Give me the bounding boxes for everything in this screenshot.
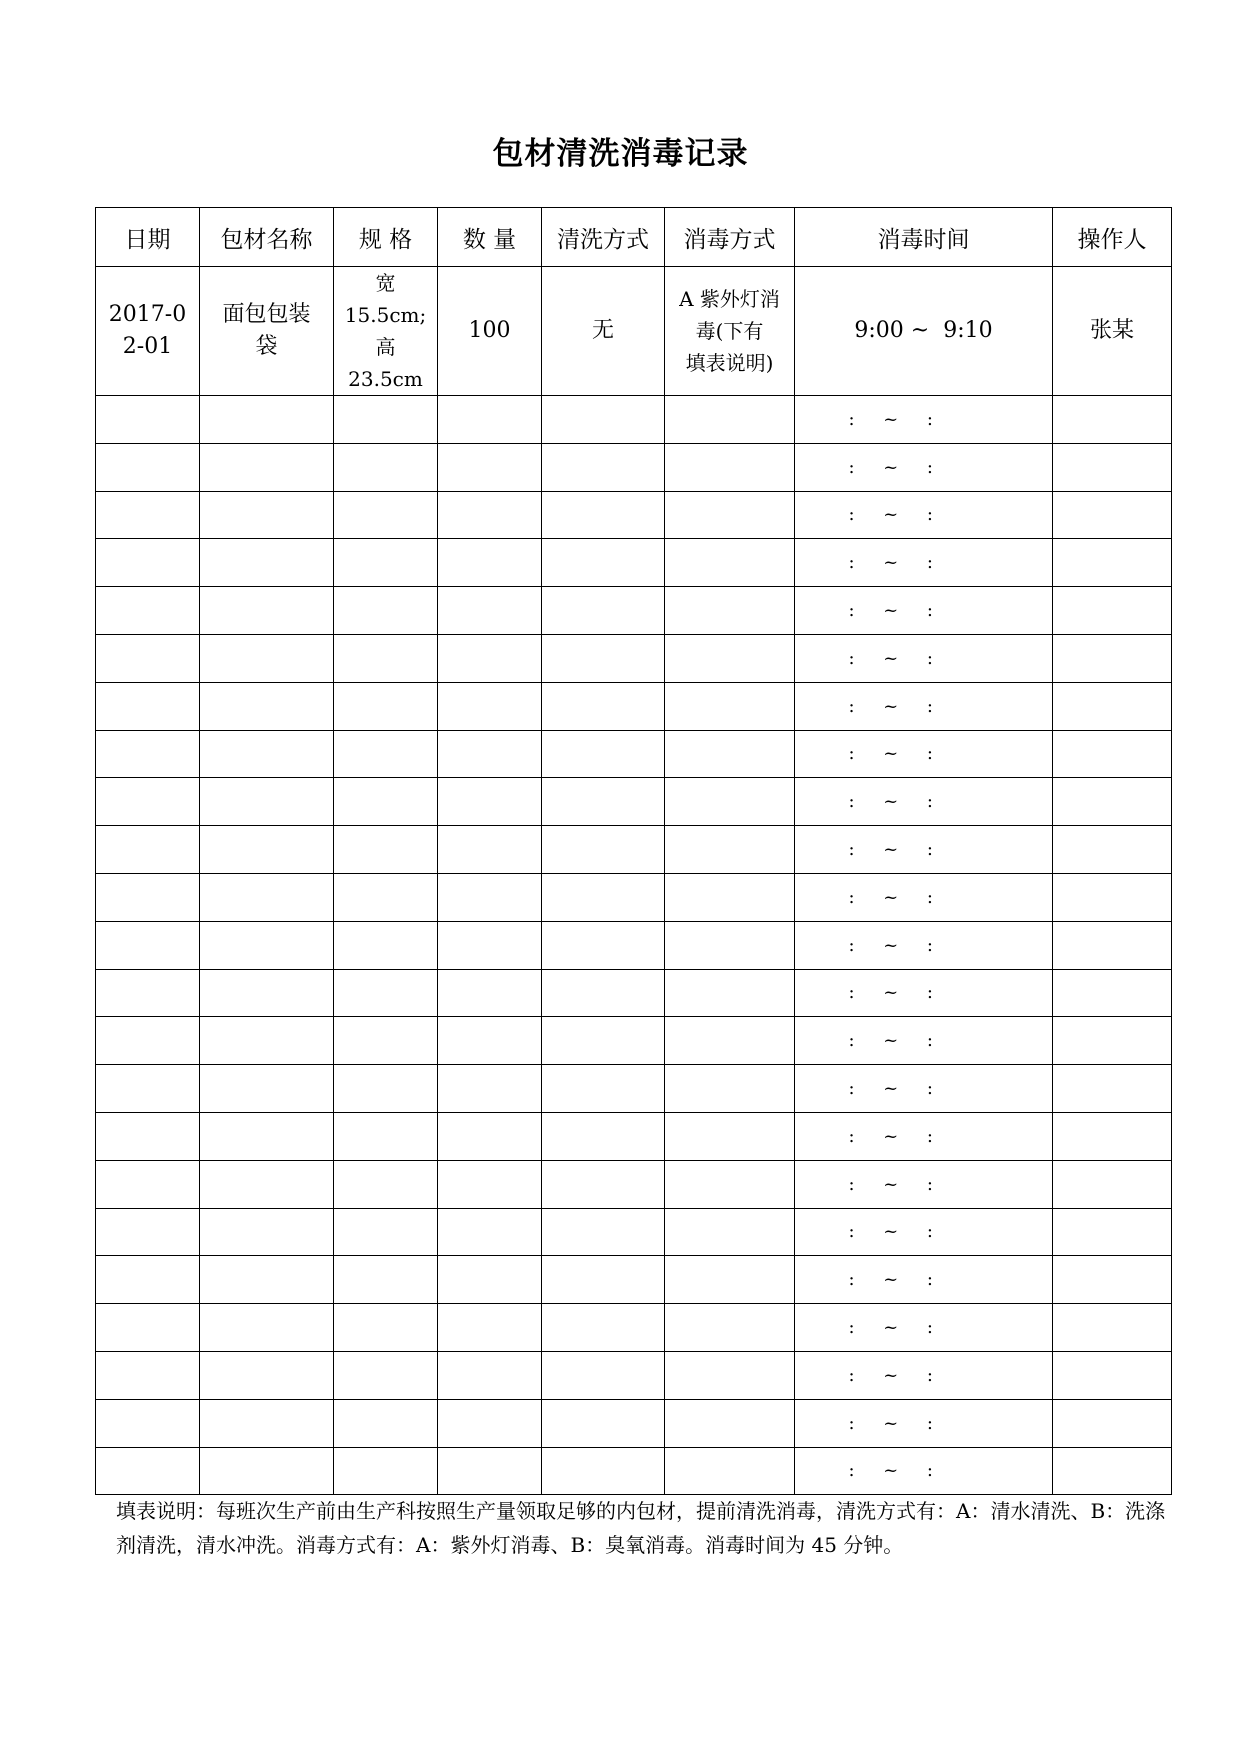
cell-spec[interactable] (334, 1160, 438, 1208)
cell-quantity[interactable] (438, 396, 542, 444)
cell-date[interactable] (96, 1017, 200, 1065)
cell-operator[interactable] (1053, 826, 1172, 874)
table-row (96, 969, 1172, 1017)
cell-disinfect-method[interactable] (665, 969, 795, 1017)
cell-material-name[interactable] (200, 1065, 334, 1113)
cell-quantity[interactable] (438, 873, 542, 921)
table-row (96, 873, 1172, 921)
cell-quantity[interactable] (438, 634, 542, 682)
cell-date[interactable] (96, 491, 200, 539)
cell-quantity[interactable] (438, 1256, 542, 1304)
cell-operator[interactable] (1053, 1160, 1172, 1208)
cell-operator[interactable] (1053, 682, 1172, 730)
cell-material-name[interactable] (200, 1399, 334, 1447)
table-row (96, 1208, 1172, 1256)
cell-quantity[interactable] (438, 1208, 542, 1256)
cell-wash-method[interactable] (542, 969, 665, 1017)
time-placeholder: : ~ : (848, 695, 933, 717)
table-row (96, 1065, 1172, 1113)
cell-quantity[interactable] (438, 921, 542, 969)
cell-wash-method[interactable] (542, 778, 665, 826)
cell-disinfect-time[interactable] (795, 539, 1053, 587)
cell-disinfect-method[interactable]: A 紫外灯消 毒(下有 填表说明) (665, 267, 795, 396)
cell-material-name[interactable] (200, 778, 334, 826)
cell-date[interactable] (96, 587, 200, 635)
cell-date[interactable] (96, 1351, 200, 1399)
cell-disinfect-time[interactable] (795, 682, 1053, 730)
cell-disinfect-time[interactable] (795, 826, 1053, 874)
cell-material-name[interactable] (200, 873, 334, 921)
cell-spec[interactable] (334, 921, 438, 969)
time-placeholder: : ~ : (848, 982, 933, 1004)
cell-operator[interactable]: 张某 (1053, 267, 1172, 396)
table-row (96, 443, 1172, 491)
cell-operator[interactable] (1053, 1399, 1172, 1447)
cell-wash-method[interactable]: 无 (542, 267, 665, 396)
cell-material-name[interactable] (200, 826, 334, 874)
cell-date[interactable] (96, 778, 200, 826)
cell-disinfect-time[interactable] (795, 267, 1053, 396)
cell-spec[interactable] (334, 1256, 438, 1304)
table-row (96, 1351, 1172, 1399)
cell-disinfect-method[interactable] (665, 1256, 795, 1304)
cell-operator[interactable] (1053, 730, 1172, 778)
cell-disinfect-method[interactable] (665, 778, 795, 826)
table-row (96, 587, 1172, 635)
cell-disinfect-method[interactable] (665, 1304, 795, 1352)
cell-disinfect-method[interactable] (665, 1447, 795, 1495)
cell-disinfect-time[interactable] (795, 491, 1053, 539)
cell-material-name[interactable]: 面包包装 袋 (200, 267, 334, 396)
cell-disinfect-method[interactable] (665, 396, 795, 444)
cell-material-name[interactable] (200, 1351, 334, 1399)
time-placeholder: : ~ : (848, 1269, 933, 1291)
cell-quantity[interactable] (438, 443, 542, 491)
cell-spec[interactable] (334, 1304, 438, 1352)
cell-wash-method[interactable] (542, 587, 665, 635)
cell-operator[interactable] (1053, 1447, 1172, 1495)
cell-wash-method[interactable] (542, 1256, 665, 1304)
cell-disinfect-method[interactable] (665, 682, 795, 730)
cell-material-name[interactable] (200, 1160, 334, 1208)
cell-spec[interactable] (334, 587, 438, 635)
time-placeholder: : ~ : (848, 1364, 933, 1386)
table-row (96, 1447, 1172, 1495)
cell-material-name[interactable] (200, 539, 334, 587)
cell-material-name[interactable] (200, 587, 334, 635)
cell-disinfect-time[interactable] (795, 1208, 1053, 1256)
cell-quantity[interactable] (438, 1065, 542, 1113)
time-placeholder: : ~ : (848, 1030, 933, 1052)
time-placeholder: : ~ : (848, 839, 933, 861)
table-row (96, 491, 1172, 539)
cell-material-name[interactable] (200, 1112, 334, 1160)
cell-operator[interactable] (1053, 1065, 1172, 1113)
time-placeholder: : ~ : (848, 886, 933, 908)
cell-wash-method[interactable] (542, 491, 665, 539)
cell-wash-method[interactable] (542, 396, 665, 444)
cell-disinfect-time[interactable] (795, 1112, 1053, 1160)
time-placeholder: : ~ : (848, 552, 933, 574)
time-placeholder: : ~ : (848, 1317, 933, 1339)
cell-wash-method[interactable] (542, 1447, 665, 1495)
header-disinfect-time: 消毒时间 (795, 208, 1053, 267)
time-placeholder: : ~ : (848, 1173, 933, 1195)
cell-spec[interactable] (334, 1208, 438, 1256)
cell-date[interactable] (96, 396, 200, 444)
table-row (96, 778, 1172, 826)
cell-operator[interactable] (1053, 1304, 1172, 1352)
cell-disinfect-time[interactable] (795, 587, 1053, 635)
cell-disinfect-time[interactable] (795, 873, 1053, 921)
cell-disinfect-time[interactable] (795, 1160, 1053, 1208)
cell-wash-method[interactable] (542, 1399, 665, 1447)
cell-disinfect-method[interactable] (665, 1351, 795, 1399)
cell-quantity[interactable] (438, 730, 542, 778)
time-value: 9:00 ~ 9:10 (854, 318, 993, 343)
cell-disinfect-time[interactable] (795, 921, 1053, 969)
cell-disinfect-method[interactable] (665, 826, 795, 874)
cell-disinfect-time[interactable] (795, 443, 1053, 491)
cell-disinfect-time[interactable] (795, 730, 1053, 778)
time-placeholder: : ~ : (848, 1221, 933, 1243)
table-row (96, 267, 1172, 396)
table-row (96, 539, 1172, 587)
cell-date[interactable] (96, 969, 200, 1017)
time-placeholder: : ~ : (848, 743, 933, 765)
cell-disinfect-method[interactable] (665, 587, 795, 635)
cell-operator[interactable] (1053, 969, 1172, 1017)
cell-disinfect-method[interactable] (665, 1065, 795, 1113)
cell-material-name[interactable] (200, 491, 334, 539)
cell-disinfect-time[interactable] (795, 1399, 1053, 1447)
cell-operator[interactable] (1053, 778, 1172, 826)
cell-disinfect-method[interactable] (665, 491, 795, 539)
cell-disinfect-time[interactable] (795, 634, 1053, 682)
cell-wash-method[interactable] (542, 682, 665, 730)
cell-disinfect-method[interactable] (665, 1017, 795, 1065)
table-row (96, 1304, 1172, 1352)
cell-spec[interactable] (334, 396, 438, 444)
cell-date[interactable] (96, 873, 200, 921)
table-row (96, 634, 1172, 682)
cell-date[interactable] (96, 1447, 200, 1495)
cell-quantity[interactable] (438, 969, 542, 1017)
header-operator: 操作人 (1053, 208, 1172, 267)
cell-quantity[interactable] (438, 682, 542, 730)
cell-disinfect-time[interactable] (795, 1304, 1053, 1352)
cell-date[interactable] (96, 1399, 200, 1447)
cell-spec[interactable] (334, 443, 438, 491)
cell-quantity[interactable] (438, 1017, 542, 1065)
cell-date[interactable] (96, 539, 200, 587)
header-spec: 规 格 (334, 208, 438, 267)
header-row (96, 208, 1172, 267)
cell-disinfect-time[interactable] (795, 396, 1053, 444)
cell-quantity[interactable] (438, 491, 542, 539)
cell-disinfect-method[interactable] (665, 1160, 795, 1208)
cell-spec[interactable] (334, 539, 438, 587)
cell-operator[interactable] (1053, 1351, 1172, 1399)
cell-spec[interactable] (334, 1447, 438, 1495)
cell-quantity[interactable] (438, 1399, 542, 1447)
cell-wash-method[interactable] (542, 1160, 665, 1208)
cell-material-name[interactable] (200, 1208, 334, 1256)
cell-disinfect-time[interactable] (795, 1351, 1053, 1399)
cell-operator[interactable] (1053, 1017, 1172, 1065)
cell-wash-method[interactable] (542, 1208, 665, 1256)
record-table (95, 207, 1172, 1495)
cell-disinfect-time[interactable] (795, 969, 1053, 1017)
cell-spec[interactable] (334, 682, 438, 730)
cell-material-name[interactable] (200, 921, 334, 969)
cell-disinfect-method[interactable] (665, 921, 795, 969)
cell-disinfect-method[interactable] (665, 539, 795, 587)
cell-date[interactable] (96, 634, 200, 682)
cell-operator[interactable] (1053, 539, 1172, 587)
cell-spec[interactable] (334, 778, 438, 826)
cell-wash-method[interactable] (542, 634, 665, 682)
table-row (96, 682, 1172, 730)
cell-disinfect-method[interactable] (665, 730, 795, 778)
cell-spec[interactable] (334, 1112, 438, 1160)
cell-operator[interactable] (1053, 1208, 1172, 1256)
cell-disinfect-time[interactable] (795, 1256, 1053, 1304)
cell-disinfect-method[interactable] (665, 634, 795, 682)
cell-date[interactable] (96, 1065, 200, 1113)
cell-wash-method[interactable] (542, 1065, 665, 1113)
cell-quantity[interactable] (438, 1112, 542, 1160)
time-placeholder: : ~ : (848, 1412, 933, 1434)
cell-disinfect-method[interactable] (665, 1399, 795, 1447)
cell-date[interactable] (96, 1112, 200, 1160)
cell-date[interactable] (96, 1208, 200, 1256)
cell-material-name[interactable] (200, 730, 334, 778)
cell-date[interactable] (96, 826, 200, 874)
cell-date[interactable] (96, 1304, 200, 1352)
cell-wash-method[interactable] (542, 1351, 665, 1399)
time-placeholder: : ~ : (848, 1125, 933, 1147)
time-placeholder: : ~ : (848, 504, 933, 526)
cell-material-name[interactable] (200, 1017, 334, 1065)
cell-date[interactable] (96, 682, 200, 730)
header-wash-method: 清洗方式 (542, 208, 665, 267)
cell-wash-method[interactable] (542, 921, 665, 969)
table-row (96, 1160, 1172, 1208)
cell-material-name[interactable] (200, 969, 334, 1017)
cell-quantity[interactable] (438, 587, 542, 635)
cell-spec[interactable] (334, 730, 438, 778)
cell-spec[interactable] (334, 1351, 438, 1399)
cell-disinfect-time[interactable] (795, 778, 1053, 826)
header-disinfect-method: 消毒方式 (665, 208, 795, 267)
cell-material-name[interactable] (200, 1304, 334, 1352)
cell-material-name[interactable] (200, 682, 334, 730)
table-row (96, 1017, 1172, 1065)
cell-wash-method[interactable] (542, 826, 665, 874)
cell-spec[interactable]: 宽 15.5cm; 高 23.5cm (334, 267, 438, 396)
cell-operator[interactable] (1053, 396, 1172, 444)
cell-disinfect-time[interactable] (795, 1065, 1053, 1113)
time-placeholder: : ~ : (848, 456, 933, 478)
cell-disinfect-time[interactable] (795, 1447, 1053, 1495)
cell-date[interactable] (96, 443, 200, 491)
cell-disinfect-time[interactable] (795, 1017, 1053, 1065)
cell-quantity[interactable] (438, 1304, 542, 1352)
cell-quantity[interactable]: 100 (438, 267, 542, 396)
page-title: 包材清洗消毒记录 (492, 136, 749, 172)
cell-quantity[interactable] (438, 1447, 542, 1495)
cell-quantity[interactable] (438, 826, 542, 874)
table-row (96, 396, 1172, 444)
cell-disinfect-method[interactable] (665, 1208, 795, 1256)
cell-spec[interactable] (334, 873, 438, 921)
cell-quantity[interactable] (438, 1351, 542, 1399)
cell-disinfect-method[interactable] (665, 443, 795, 491)
time-placeholder: : ~ : (848, 1460, 933, 1482)
table-row (96, 730, 1172, 778)
cell-operator[interactable] (1053, 443, 1172, 491)
cell-disinfect-method[interactable] (665, 1112, 795, 1160)
cell-operator[interactable] (1053, 873, 1172, 921)
cell-material-name[interactable] (200, 634, 334, 682)
cell-material-name[interactable] (200, 396, 334, 444)
cell-operator[interactable] (1053, 634, 1172, 682)
table-row (96, 1112, 1172, 1160)
cell-date[interactable] (96, 921, 200, 969)
header-material-name: 包材名称 (200, 208, 334, 267)
cell-date[interactable] (96, 1256, 200, 1304)
cell-operator[interactable] (1053, 491, 1172, 539)
fill-instructions: 填表说明：每班次生产前由生产科按照生产量领取足够的内包材，提前清洗消毒，清洗方式有：A：清水清洗、B：洗涤剂清洗，清水冲洗。消毒方式有：A：紫外灯消毒、B：臭氧消毒。消毒时间为 45 分钟。 (116, 1499, 1166, 1557)
time-placeholder: : ~ : (848, 600, 933, 622)
table-row (96, 1256, 1172, 1304)
cell-operator[interactable] (1053, 1112, 1172, 1160)
cell-spec[interactable] (334, 1065, 438, 1113)
cell-disinfect-method[interactable] (665, 873, 795, 921)
cell-spec[interactable] (334, 1017, 438, 1065)
table-row (96, 826, 1172, 874)
cell-quantity[interactable] (438, 778, 542, 826)
header-quantity: 数 量 (438, 208, 542, 267)
cell-spec[interactable] (334, 969, 438, 1017)
cell-date[interactable] (96, 1160, 200, 1208)
cell-material-name[interactable] (200, 443, 334, 491)
time-placeholder: : ~ : (848, 1078, 933, 1100)
cell-wash-method[interactable] (542, 539, 665, 587)
cell-wash-method[interactable] (542, 1017, 665, 1065)
cell-material-name[interactable] (200, 1447, 334, 1495)
cell-quantity[interactable] (438, 539, 542, 587)
cell-operator[interactable] (1053, 587, 1172, 635)
cell-date[interactable] (96, 730, 200, 778)
cell-wash-method[interactable] (542, 1112, 665, 1160)
cell-wash-method[interactable] (542, 443, 665, 491)
cell-quantity[interactable] (438, 1160, 542, 1208)
cell-spec[interactable] (334, 491, 438, 539)
cell-material-name[interactable] (200, 1256, 334, 1304)
table-row (96, 1399, 1172, 1447)
table-row (96, 921, 1172, 969)
cell-wash-method[interactable] (542, 1304, 665, 1352)
time-placeholder: : ~ : (848, 408, 933, 430)
cell-wash-method[interactable] (542, 873, 665, 921)
time-placeholder: : ~ : (848, 647, 933, 669)
cell-spec[interactable] (334, 634, 438, 682)
time-placeholder: : ~ : (848, 791, 933, 813)
cell-operator[interactable] (1053, 921, 1172, 969)
cell-wash-method[interactable] (542, 730, 665, 778)
time-placeholder: : ~ : (848, 934, 933, 956)
cell-operator[interactable] (1053, 1256, 1172, 1304)
cell-date[interactable]: 2017-0 2-01 (96, 267, 200, 396)
cell-spec[interactable] (334, 826, 438, 874)
header-date: 日期 (96, 208, 200, 267)
cell-spec[interactable] (334, 1399, 438, 1447)
